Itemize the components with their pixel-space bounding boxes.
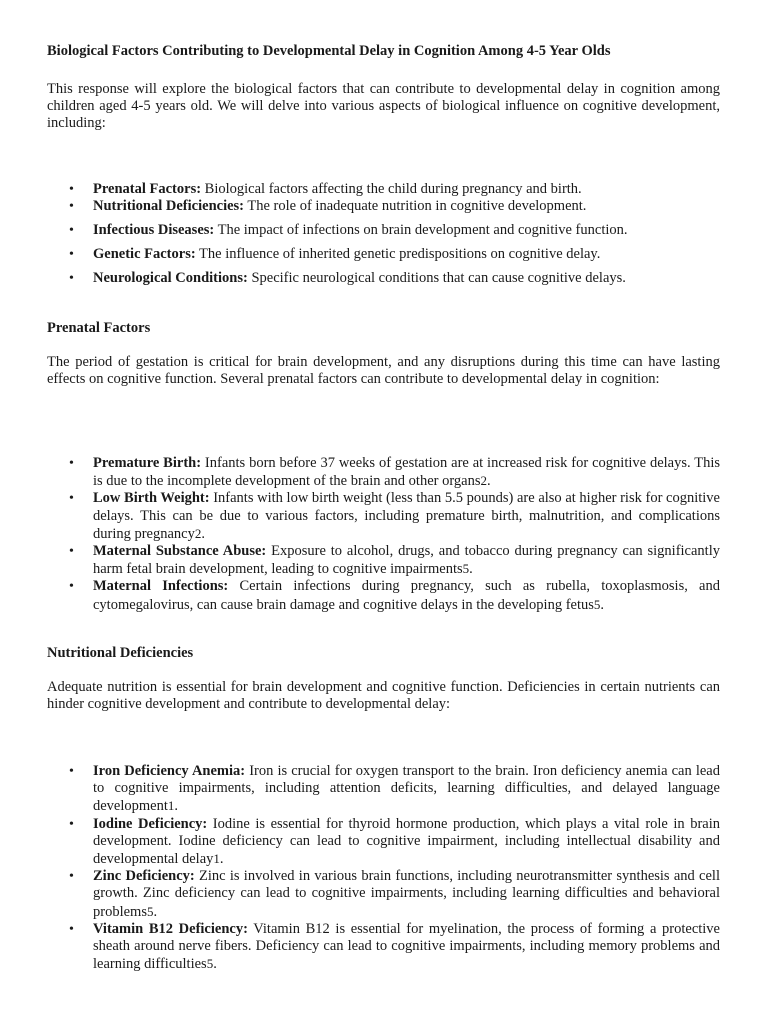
item-end: . bbox=[174, 798, 179, 815]
nutrition-list bbox=[47, 763, 720, 973]
citation: 1 bbox=[167, 798, 175, 814]
item-term: Prenatal Factors: bbox=[93, 181, 202, 197]
item-term: Iodine Deficiency: bbox=[93, 815, 208, 832]
list-item bbox=[47, 455, 720, 490]
bullet-icon: • bbox=[69, 271, 74, 287]
item-term: Maternal Substance Abuse: bbox=[93, 543, 267, 560]
item-text: Exposure to alcohol, drugs, and tobacco during pregnancy can significantly harm fetal brain development, leading to cognitive impairments bbox=[93, 543, 720, 578]
item-term: Low Birth Weight: bbox=[93, 490, 210, 507]
bullet-icon: • bbox=[69, 579, 74, 595]
list-item bbox=[47, 490, 720, 543]
list-item bbox=[47, 816, 720, 869]
citation: 2 bbox=[194, 525, 202, 541]
item-text: The impact of infections on brain development and cognitive function. bbox=[214, 221, 628, 238]
item-end: . bbox=[600, 596, 605, 613]
bullet-icon: • bbox=[69, 199, 74, 215]
bullet-icon: • bbox=[69, 921, 74, 937]
bullet-icon: • bbox=[69, 491, 74, 507]
section-heading-nutrition: Nutritional Deficiencies bbox=[47, 645, 194, 661]
overview-list bbox=[47, 181, 720, 288]
list-item bbox=[47, 921, 720, 974]
citation: 5 bbox=[146, 903, 154, 919]
item-end: . bbox=[487, 473, 491, 490]
bullet-icon: • bbox=[69, 247, 74, 263]
item-end: . bbox=[213, 956, 217, 973]
item-term: Neurological Conditions: bbox=[93, 270, 248, 287]
prenatal-list bbox=[47, 455, 720, 614]
bullet-icon: • bbox=[69, 222, 74, 238]
item-term: Maternal Infections: bbox=[93, 578, 229, 595]
item-text: Certain infections during pregnancy, such as rubella, toxoplasmosis, and cytomegalovirus, can cause brain damage and cognitive delays in the developing fetus bbox=[93, 578, 720, 613]
prenatal-intro: The period of gestation is critical for brain development, and any disruptions during this time can have lasting effects on cognitive function. Several prenatal factors can contribute to developmental delay in cognition: bbox=[47, 354, 720, 388]
intro-paragraph: This response will explore the biological factors that can contribute to developmental delay in cognition among children aged 4-5 years old. We will delve into various aspects of biological influence on cognitive development, including: bbox=[47, 81, 720, 132]
citation: 5 bbox=[462, 561, 470, 577]
item-text: Iodine is essential for thyroid hormone production, which plays a vital role in brain development. Iodine deficiency can lead to cognitive impairment, including intellectual disability and developmental delay bbox=[93, 815, 720, 868]
list-item bbox=[47, 763, 720, 816]
item-text: Vitamin B12 is essential for myelination, the process of forming a protective sheath around nerve fibers. Deficiency can lead to cognitive impairments, including memory problems and learning difficulties bbox=[93, 920, 720, 973]
list-item bbox=[47, 578, 720, 613]
item-text: The role of inadequate nutrition in cognitive development. bbox=[244, 198, 587, 215]
citation: 2 bbox=[480, 473, 487, 489]
list-item bbox=[47, 181, 720, 198]
citation: 5 bbox=[206, 956, 214, 972]
item-term: Genetic Factors: bbox=[93, 246, 196, 263]
citation: 5 bbox=[593, 596, 601, 612]
section-heading-prenatal: Prenatal Factors bbox=[47, 320, 151, 336]
document-title: Biological Factors Contributing to Developmental Delay in Cognition Among 4-5 Year Olds bbox=[47, 43, 611, 59]
bullet-icon: • bbox=[69, 869, 74, 885]
bullet-icon: • bbox=[69, 456, 74, 471]
item-term: Infectious Diseases: bbox=[93, 221, 215, 238]
list-item bbox=[47, 868, 720, 921]
item-text: Infants with low birth weight (less than 5.5 pounds) are also at higher risk for cognitive delays. This can be due to various factors, including premature birth, malnutrition, and complications during pregnancy bbox=[93, 490, 720, 542]
bullet-icon: • bbox=[69, 544, 74, 560]
item-text: Iron is crucial for oxygen transport to the brain. Iron deficiency anemia can lead to cognitive impairments, including attention deficits, learning difficulties, and delayed language development bbox=[93, 763, 720, 815]
bullet-icon: • bbox=[69, 182, 74, 197]
bullet-icon: • bbox=[69, 816, 74, 832]
list-item bbox=[47, 543, 720, 578]
item-end: . bbox=[201, 525, 205, 542]
item-end: . bbox=[153, 903, 158, 920]
list-item bbox=[47, 270, 720, 287]
item-term: Vitamin B12 Deficiency: bbox=[93, 920, 248, 937]
item-text: Infants born before 37 weeks of gestation are at increased risk for cognitive delays. This is due to the incomplete development of the brain and other organs bbox=[93, 455, 721, 490]
item-text: Biological factors affecting the child during pregnancy and birth. bbox=[201, 181, 582, 197]
citation: 1 bbox=[213, 851, 220, 867]
item-term: Nutritional Deficiencies: bbox=[93, 198, 245, 215]
item-term: Zinc Deficiency: bbox=[93, 868, 195, 885]
bullet-icon: • bbox=[69, 764, 74, 779]
item-text: Zinc is involved in various brain functions, including neurotransmitter synthesis and cell growth. Zinc deficiency can lead to cognitive impairments, including learning difficulties and behavioral problems bbox=[93, 868, 720, 920]
item-end: . bbox=[219, 851, 224, 868]
list-item bbox=[47, 246, 720, 263]
item-text: The influence of inherited genetic predispositions on cognitive delay. bbox=[195, 246, 601, 263]
item-term: Premature Birth: bbox=[93, 455, 202, 471]
nutrition-intro: Adequate nutrition is essential for brain development and cognitive function. Deficiencies in certain nutrients can hinder cognitive development and contribute to developmental delay: bbox=[47, 679, 720, 713]
list-item bbox=[47, 222, 720, 239]
item-term: Iron Deficiency Anemia: bbox=[93, 763, 246, 779]
list-item bbox=[47, 198, 720, 215]
item-text: Specific neurological conditions that can cause cognitive delays. bbox=[247, 270, 626, 287]
item-end: . bbox=[469, 561, 473, 578]
